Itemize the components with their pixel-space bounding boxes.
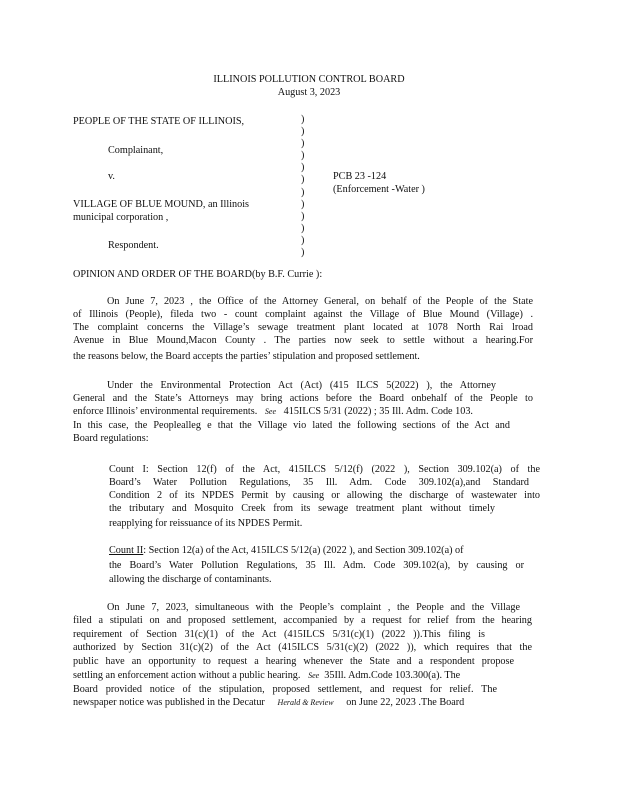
paragraph-line: the reasons below, the Board accepts the parties’ stipulation and proposed settlement. — [73, 351, 420, 362]
paragraph-line: of Illinois (People), fileda two - count complaint against the Village of Blue Mound (Village) . — [73, 309, 533, 320]
caption-parenthesis: ) — [301, 162, 305, 174]
count-line: Board’s Water Pollution Regulations, 35 Ill. Adm. Code 309.102(a),and Standard — [109, 477, 529, 488]
defendant-name: VILLAGE OF BLUE MOUND, an Illinois — [73, 199, 250, 210]
count-line: Condition 2 of its NPDES Permit by causing or allowing the discharge of wastewater into — [109, 490, 540, 501]
count-line: the Board’s Water Pollution Regulations, 35 Ill. Adm. Code 309.102(a), by causing or — [109, 560, 524, 571]
caption-parenthesis: ) — [301, 247, 305, 259]
newspaper-name: Herald & Review — [277, 698, 334, 707]
caption-parenthesis: ) — [301, 186, 305, 198]
paragraph-line: In this case, the Peoplealleg e that the Village vio lated the following sections of the Act and — [73, 420, 510, 431]
caption-parenthesis: ) — [301, 234, 305, 246]
paragraph-line: Avenue in Blue Mound,Macon County . The parties now seek to settle without a hearing.For — [73, 335, 533, 346]
board-title: ILLINOIS POLLUTION CONTROL BOARD — [213, 74, 405, 85]
document-date: August 3, 2023 — [277, 87, 341, 98]
caption-parenthesis: ) — [301, 114, 305, 125]
count-two-label: Count II — [109, 545, 144, 556]
case-type: (Enforcement -Water ) — [333, 184, 425, 195]
complainant-label: Complainant, — [108, 145, 164, 156]
caption-parenthesis-column — [301, 114, 304, 259]
count-line: allowing the discharge of contaminants. — [109, 574, 272, 585]
caption-parenthesis: ) — [301, 210, 305, 222]
see-signal: See — [308, 671, 320, 680]
plaintiff-name: PEOPLE OF THE STATE OF ILLINOIS, — [73, 116, 245, 127]
opinion-heading: OPINION AND ORDER OF THE BOARD(by B.F. Currie ): — [73, 269, 323, 280]
caption-parenthesis: ) — [301, 222, 305, 234]
paragraph-line: On June 7, 2023 , the Office of the Attorney General, on behalf of the People of the State — [107, 296, 533, 307]
count-line: Count II: Section 12(a) of the Act, 415ILCS 5/12(a) (2022 ), and Section 309.102(a) of — [109, 545, 464, 556]
paragraph-line: requirement of Section 31(c)(1) of the Act (415ILCS 5/31(c)(1) (2022 )).This filing is — [73, 629, 485, 640]
paragraph-line: General and the State’s Attorneys may bring actions before the Board onbehalf of the People to — [73, 393, 533, 404]
caption-parenthesis: ) — [301, 138, 305, 150]
paragraph-line: filed a stipulati on and proposed settlement, accompanied by a request for relief from the hearing — [73, 615, 532, 626]
count-line: reapplying for reissuance of its NPDES Permit. — [109, 518, 303, 529]
caption-parenthesis: ) — [301, 150, 305, 162]
caption-parenthesis: ) — [301, 174, 305, 186]
paragraph-line: settling an enforcement action without a public hearing. See 35Ill. Adm.Code 103.300(a). The — [73, 670, 461, 681]
paragraph-line: The complaint concerns the Village’s sewage treatment plant located at 1078 North Rai lroad — [73, 322, 533, 333]
paragraph-line: enforce Illinois’ environmental requirements. See 415ILCS 5/31 (2022) ; 35 Ill. Adm. Code 103. — [73, 406, 473, 417]
count-line: the tributary and Mosquito Creek from its sewage treatment plant without timely — [109, 503, 495, 514]
paragraph-line: authorized by Section 31(c)(2) of the Act (415ILCS 5/31(c)(2) (2022 )), which requires that the — [73, 642, 532, 653]
paragraph-line: newspaper notice was published in the Decatur Herald & Review on June 22, 2023 .The Board — [73, 697, 465, 708]
versus-label: v. — [108, 171, 115, 182]
caption-parenthesis: ) — [301, 198, 305, 210]
paragraph-line: public have an opportunity to request a hearing whenever the State and a respondent propose — [73, 656, 514, 667]
paragraph-line: On June 7, 2023, simultaneous with the People’s complaint , the People and the Village — [107, 602, 520, 613]
paragraph-line: Board provided notice of the stipulation, proposed settlement, and request for relief. The — [73, 684, 497, 695]
paragraph-line: Board regulations: — [73, 433, 149, 444]
respondent-label: Respondent. — [108, 240, 159, 251]
caption-parenthesis: ) — [301, 126, 305, 138]
paragraph-line: Under the Environmental Protection Act (Act) (415 ILCS 5(2022) ), the Attorney — [107, 380, 496, 391]
see-signal: See — [264, 407, 276, 416]
count-line: Count I: Section 12(f) of the Act, 415ILCS 5/12(f) (2022 ), Section 309.102(a) of the — [109, 464, 540, 475]
case-number: PCB 23 -124 — [333, 171, 387, 182]
defendant-description: municipal corporation , — [73, 212, 169, 223]
